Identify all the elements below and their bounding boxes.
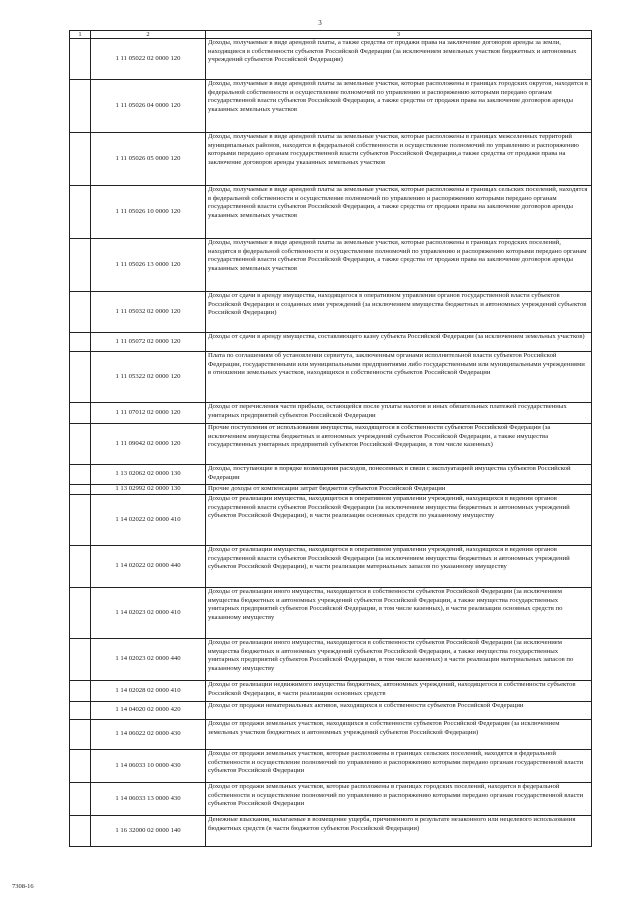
table-row [70,720,592,750]
table-row [70,424,592,465]
table-row [70,495,592,546]
budget-code-cell: 1 14 04020 02 0000 420 [91,702,206,720]
row-number-cell [70,39,91,80]
table-row [70,588,592,639]
row-number-cell [70,720,91,750]
table-row [70,39,592,80]
header-col-3: 3 [206,31,592,39]
budget-code-cell: 1 14 02022 02 0000 410 [91,495,206,546]
header-col-1: 1 [70,31,91,39]
budget-code-cell: 1 14 02028 02 0000 410 [91,681,206,702]
table-row [70,352,592,403]
revenue-description-cell: Доходы, получаемые в виде арендной платы за земельные участки, которые расположены в границах межселенных территорий муниципальных районов, находятся в федеральной собственности и осуществление полномочий по управлению и распоряжению которыми передано органам государственной власти субъектов Российской Федерации,а также средства от продажи права на заключение договоров аренды указанных земельных участков [206,133,592,186]
table-row [70,485,592,495]
budget-code-cell: 1 11 05026 05 0000 120 [91,133,206,186]
table-body [70,31,592,847]
revenue-description-cell: Прочие поступления от использования имущества, находящегося в собственности субъектов Российской Федерации (за исключением имущества бюджетных и автономных учреждений субъектов Российской Федерации, а также имущества государственных унитарных предприятий субъектов Российской Федерации, в том числе казенных) [206,424,592,465]
budget-code-cell: 1 16 32000 02 0000 140 [91,816,206,847]
table-row [70,80,592,133]
row-number-cell [70,239,91,292]
budget-code-cell: 1 14 06033 10 0000 430 [91,750,206,783]
row-number-cell [70,495,91,546]
table-row [70,403,592,424]
table-row [70,133,592,186]
budget-code-cell: 1 14 06033 13 0000 430 [91,783,206,816]
revenue-description-cell: Денежные взыскания, налагаемые в возмещение ущерба, причиненного в результате незаконного или нецелевого использования бюджетных средств (в части бюджетов субъектов Российской Федерации) [206,816,592,847]
revenue-description-cell: Доходы, получаемые в виде арендной платы за земельные участки, которые расположены в границах городских поселений, находятся в федеральной собственности и осуществление полномочий по управлению и распоряжению которыми передано органам государственной власти субъектов Российской Федерации, а также средства от продажи права на заключение договоров аренды указанных земельных участков [206,239,592,292]
revenue-description-cell: Доходы, получаемые в виде арендной платы за земельные участки, которые расположены в границах городских округов, находятся в федеральной собственности и осуществление полномочий по управлению и распоряжению которыми передано органам государственной власти субъектов Российской Федерации, а также средства от продажи права на заключение договоров аренды указанных земельных участков [206,80,592,133]
row-number-cell [70,333,91,352]
row-number-cell [70,186,91,239]
budget-code-cell: 1 14 02023 02 0000 410 [91,588,206,639]
budget-code-cell: 1 11 05026 04 0000 120 [91,80,206,133]
budget-code-cell: 1 11 07012 02 0000 120 [91,403,206,424]
row-number-cell [70,292,91,333]
revenue-description-cell: Доходы от перечисления части прибыли, остающейся после уплаты налогов и иных обязательных платежей государственных унитарных предприятий субъектов Российской Федерации [206,403,592,424]
budget-code-cell: 1 11 05072 02 0000 120 [91,333,206,352]
table-row [70,333,592,352]
budget-code-cell: 1 11 05032 02 0000 120 [91,292,206,333]
page-number: 3 [318,19,322,27]
row-number-cell [70,639,91,681]
budget-code-cell: 1 13 02062 02 0000 130 [91,465,206,485]
header-col-2: 2 [91,31,206,39]
table-row [70,750,592,783]
revenue-description-cell: Доходы от реализации иного имущества, находящегося в собственности субъектов Российской Федерации (за исключением имущества бюджетных и автономных учреждений субъектов Российской Федерации, а также имущества государственных унитарных предприятий субъектов Российской Федерации, в том числе казенных) в части реализации материальных запасов по указанному имуществу [206,639,592,681]
budget-code-cell: 1 14 06022 02 0000 430 [91,720,206,750]
table-row [70,681,592,702]
revenue-description-cell: Доходы от продажи земельных участков, находящихся в собственности субъектов Российской Федерации (за исключением земельных участков бюджетных и автономных учреждений субъектов Российской Федерации) [206,720,592,750]
budget-code-cell: 1 11 05026 13 0000 120 [91,239,206,292]
row-number-cell [70,80,91,133]
table-row [70,292,592,333]
budget-code-cell: 1 11 05022 02 0000 120 [91,39,206,80]
table-row [70,186,592,239]
row-number-cell [70,681,91,702]
budget-code-cell: 1 14 02022 02 0000 440 [91,546,206,588]
row-number-cell [70,485,91,495]
revenue-description-cell: Доходы от реализации имущества, находящегося в оперативном управлении учреждений, находящихся в ведении органов государственной власти субъектов Российской Федерации (за исключением имущества бюджетных и автономных учреждений субъектов Российской Федерации), в части реализации материальных запасов по указанному имуществу [206,546,592,588]
budget-code-cell: 1 14 02023 02 0000 440 [91,639,206,681]
table-row [70,639,592,681]
table-row [70,702,592,720]
revenue-description-cell: Прочие доходы от компенсации затрат бюджетов субъектов Российской Федерации [206,485,592,495]
row-number-cell [70,816,91,847]
table-row [70,546,592,588]
row-number-cell [70,465,91,485]
table-row [70,816,592,847]
revenue-description-cell: Доходы от реализации недвижимого имущества бюджетных, автономных учреждений, находящегося в собственности субъектов Российской Федерации, в части реализации основных средств [206,681,592,702]
budget-code-cell: 1 11 09042 02 0000 120 [91,424,206,465]
revenue-description-cell: Доходы от продажи нематериальных активов, находящихся в собственности субъектов Российской Федерации [206,702,592,720]
budget-code-cell: 1 11 05322 02 0000 120 [91,352,206,403]
row-number-cell [70,546,91,588]
row-number-cell [70,702,91,720]
revenue-description-cell: Плата по соглашениям об установлении сервитута, заключенным органами исполнительной власти субъектов Российской Федерации, государственными или муниципальными предприятиями либо государственными или муниципальными учреждениями в отношении земельных участков, находящихся в собственности субъектов Российской Федерации [206,352,592,403]
table-row [70,465,592,485]
revenue-description-cell: Доходы, получаемые в виде арендной платы за земельные участки, которые расположены в границах сельских поселений, находятся в федеральной собственности и осуществление полномочий по управлению и распоряжению которыми передано органам государственной власти субъектов Российской Федерации, а также средства от продажи права на заключение договоров аренды указанных земельных участков [206,186,592,239]
row-number-cell [70,352,91,403]
row-number-cell [70,750,91,783]
table-header-row [70,31,592,39]
footer-document-code: 7308-16 [12,883,34,890]
revenue-description-cell: Доходы, поступающие в порядке возмещения расходов, понесенных в связи с эксплуатацией имущества субъектов Российской Федерации [206,465,592,485]
table-row [70,239,592,292]
table-row [70,783,592,816]
row-number-cell [70,783,91,816]
revenue-description-cell: Доходы от продажи земельных участков, которые расположены в границах сельских поселений, находятся в федеральной собственности и осуществление полномочий по управлению и распоряжению которыми передано органам государственной власти субъектов Российской Федерации [206,750,592,783]
row-number-cell [70,403,91,424]
row-number-cell [70,424,91,465]
budget-code-cell: 1 11 05026 10 0000 120 [91,186,206,239]
row-number-cell [70,588,91,639]
revenue-description-cell: Доходы от реализации иного имущества, находящегося в собственности субъектов Российской Федерации (за исключением имущества бюджетных и автономных учреждений субъектов Российской Федерации, а также имущества государственных унитарных предприятий субъектов Российской Федерации, в том числе казенных), в части реализации основных средств по указанному имуществу [206,588,592,639]
revenue-description-cell: Доходы от реализации имущества, находящегося в оперативном управлении учреждений, находящихся в ведении органов государственной власти субъектов Российской Федерации (за исключением имущества бюджетных и автономных учреждений субъектов Российской Федерации), в части реализации основных средств по указанному имуществу [206,495,592,546]
row-number-cell [70,133,91,186]
budget-code-cell: 1 13 02992 02 0000 130 [91,485,206,495]
revenue-description-cell: Доходы, получаемые в виде арендной платы, а также средства от продажи права на заключение договоров аренды за земли, находящиеся в собственности субъектов Российской Федерации (за исключением земельных участков бюджетных и автономных учреждений субъектов Российской Федерации) [206,39,592,80]
revenue-description-cell: Доходы от сдачи в аренду имущества, составляющего казну субъекта Российской Федерации (за исключением земельных участков) [206,333,592,352]
revenue-description-cell: Доходы от продажи земельных участков, которые расположены в границах городских поселений, находятся в федеральной собственности и осуществление полномочий по управлению и распоряжению которыми передано органам государственной власти субъектов Российской Федерации [206,783,592,816]
revenue-codes-table [69,30,592,847]
revenue-description-cell: Доходы от сдачи в аренду имущества, находящегося в оперативном управлении органов государственной власти субъектов Российской Федерации и созданных ими учреждений (за исключением имущества бюджетных и автономных учреждений субъектов Российской Федерации) [206,292,592,333]
